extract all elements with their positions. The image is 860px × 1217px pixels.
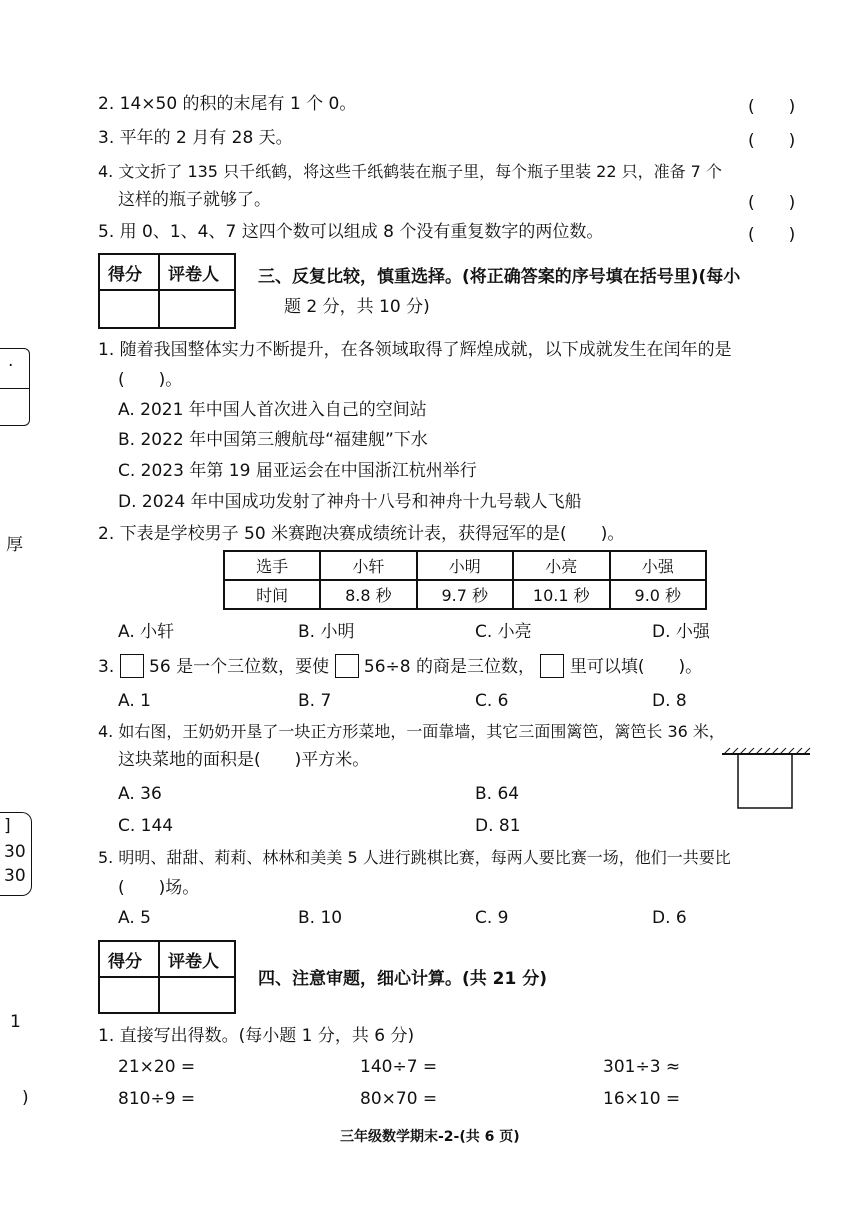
calc-item: 16×10 =	[603, 1089, 681, 1109]
table-cell: 9.7 秒	[417, 580, 513, 609]
q2-option-a: A. 小轩	[118, 622, 175, 642]
q2-option-b: B. 小明	[298, 622, 355, 642]
grader-label: 评卷人	[168, 265, 219, 285]
q4-stem: 4. 如右图，王奶奶开垦了一块正方形菜地，一面靠墙，其它三面围篱笆，篱笆长 36 米，	[98, 722, 725, 741]
q3-option-c: C. 6	[475, 691, 509, 711]
score-box-vline	[158, 255, 160, 327]
tf-item-4-cont: 这样的瓶子就够了。	[118, 190, 271, 210]
q4-option-d: D. 81	[475, 816, 521, 836]
left-edge-30a: 30	[4, 842, 26, 862]
score-box-hline	[100, 289, 234, 291]
calc-stem: 1. 直接写出得数。(每小题 1 分，共 6 分)	[98, 1026, 415, 1046]
table-cell: 小亮	[513, 551, 610, 580]
calc-item: 810÷9 =	[118, 1089, 196, 1109]
tf-item-5: 5. 用 0、1、4、7 这四个数可以组成 8 个没有重复数字的两位数。	[98, 222, 604, 242]
q5-option-a: A. 5	[118, 908, 151, 928]
q5-stem-cont[interactable]: ( )场。	[118, 878, 200, 898]
q3-option-b: B. 7	[298, 691, 332, 711]
table-cell: 小轩	[320, 551, 416, 580]
table-row	[224, 551, 706, 580]
grader-label: 评卷人	[168, 952, 219, 972]
tf-item-2: 2. 14×50 的积的末尾有 1 个 0。	[98, 94, 357, 114]
left-edge-divider	[0, 388, 30, 389]
table-row	[224, 580, 706, 609]
q3-part3: 里可以填( )。	[569, 657, 703, 677]
q5-option-c: C. 9	[475, 908, 509, 928]
table-cell: 时间	[224, 580, 320, 609]
left-edge-30b: 30	[4, 866, 26, 886]
table-cell: 小明	[417, 551, 513, 580]
left-edge-paren: )	[22, 1088, 29, 1108]
blank-box-3[interactable]	[540, 654, 564, 678]
score-box-sec4	[98, 940, 236, 1014]
q3-part2: 56÷8 的商是三位数，	[363, 657, 536, 677]
score-box-hline	[100, 976, 234, 978]
q3-option-a: A. 1	[118, 691, 151, 711]
left-edge-1: 1	[10, 1012, 21, 1032]
tf-answer-3[interactable]: ( )	[748, 131, 796, 151]
blank-box-2[interactable]	[335, 654, 359, 678]
q5-option-d: D. 6	[652, 908, 687, 928]
q2-option-c: C. 小亮	[475, 622, 532, 642]
q1-stem-cont[interactable]: ( )。	[118, 370, 183, 390]
calc-item: 21×20 =	[118, 1057, 196, 1077]
score-box-sec3	[98, 253, 236, 329]
score-label: 得分	[108, 952, 142, 972]
q3-option-d: D. 8	[652, 691, 687, 711]
page-footer: 三年级数学期末-2-(共 6 页)	[340, 1129, 520, 1145]
q4-option-a: A. 36	[118, 784, 162, 804]
q4-stem-cont: 这块菜地的面积是( )平方米。	[118, 750, 370, 770]
left-edge-hou: 厚	[6, 535, 23, 555]
left-edge-dot: ·	[8, 356, 14, 376]
q5-option-b: B. 10	[298, 908, 343, 928]
q2-results-table	[223, 550, 707, 610]
calc-item: 80×70 =	[360, 1089, 438, 1109]
score-box-vline	[158, 942, 160, 1012]
table-cell: 9.0 秒	[610, 580, 706, 609]
section-4-title: 四、注意审题，细心计算。(共 21 分)	[258, 969, 548, 989]
tf-answer-5[interactable]: ( )	[748, 225, 796, 245]
q3-part1: 56 是一个三位数，要使	[149, 657, 330, 677]
tf-item-3: 3. 平年的 2 月有 28 天。	[98, 128, 293, 148]
garden-diagram	[720, 746, 812, 812]
q1-stem: 1. 随着我国整体实力不断提升，在各领域取得了辉煌成就，以下成就发生在闰年的是	[98, 340, 732, 360]
q3-number: 3.	[98, 657, 115, 677]
table-cell: 选手	[224, 551, 320, 580]
left-edge-bracket-1	[0, 348, 30, 426]
table-cell: 8.8 秒	[320, 580, 416, 609]
tf-answer-4[interactable]: ( )	[748, 193, 796, 213]
section-3-title-line1: 三、反复比较，慎重选择。(将正确答案的序号填在括号里)(每小	[258, 267, 741, 287]
tf-item-4: 4. 文文折了 135 只千纸鹤，将这些千纸鹤装在瓶子里，每个瓶子里装 22 只，准备 7 个	[98, 162, 722, 181]
q1-option-d: D. 2024 年中国成功发射了神舟十八号和神舟十九号载人飞船	[118, 492, 582, 512]
calc-item: 140÷7 =	[360, 1057, 438, 1077]
q1-option-c: C. 2023 年第 19 届亚运会在中国浙江杭州举行	[118, 461, 477, 481]
blank-box-1[interactable]	[120, 654, 144, 678]
calc-item: 301÷3 ≈	[603, 1057, 681, 1077]
q1-option-a: A. 2021 年中国人首次进入自己的空间站	[118, 400, 427, 420]
q5-stem: 5. 明明、甜甜、莉莉、林林和美美 5 人进行跳棋比赛，每两人要比赛一场，他们一共要比	[98, 848, 731, 867]
tf-answer-2[interactable]: ( )	[748, 97, 796, 117]
table-cell: 10.1 秒	[513, 580, 610, 609]
q3-stem	[98, 654, 702, 679]
q2-stem: 2. 下表是学校男子 50 米赛跑决赛成绩统计表，获得冠军的是( )。	[98, 524, 625, 544]
q4-option-c: C. 144	[118, 816, 174, 836]
table-cell: 小强	[610, 551, 706, 580]
left-edge-bracket-char: ]	[4, 816, 11, 836]
q1-option-b: B. 2022 年中国第三艘航母“福建舰”下水	[118, 430, 428, 450]
section-3-title-line2: 题 2 分，共 10 分)	[284, 297, 430, 317]
score-label: 得分	[108, 265, 142, 285]
q4-option-b: B. 64	[475, 784, 520, 804]
q2-option-d: D. 小强	[652, 622, 710, 642]
